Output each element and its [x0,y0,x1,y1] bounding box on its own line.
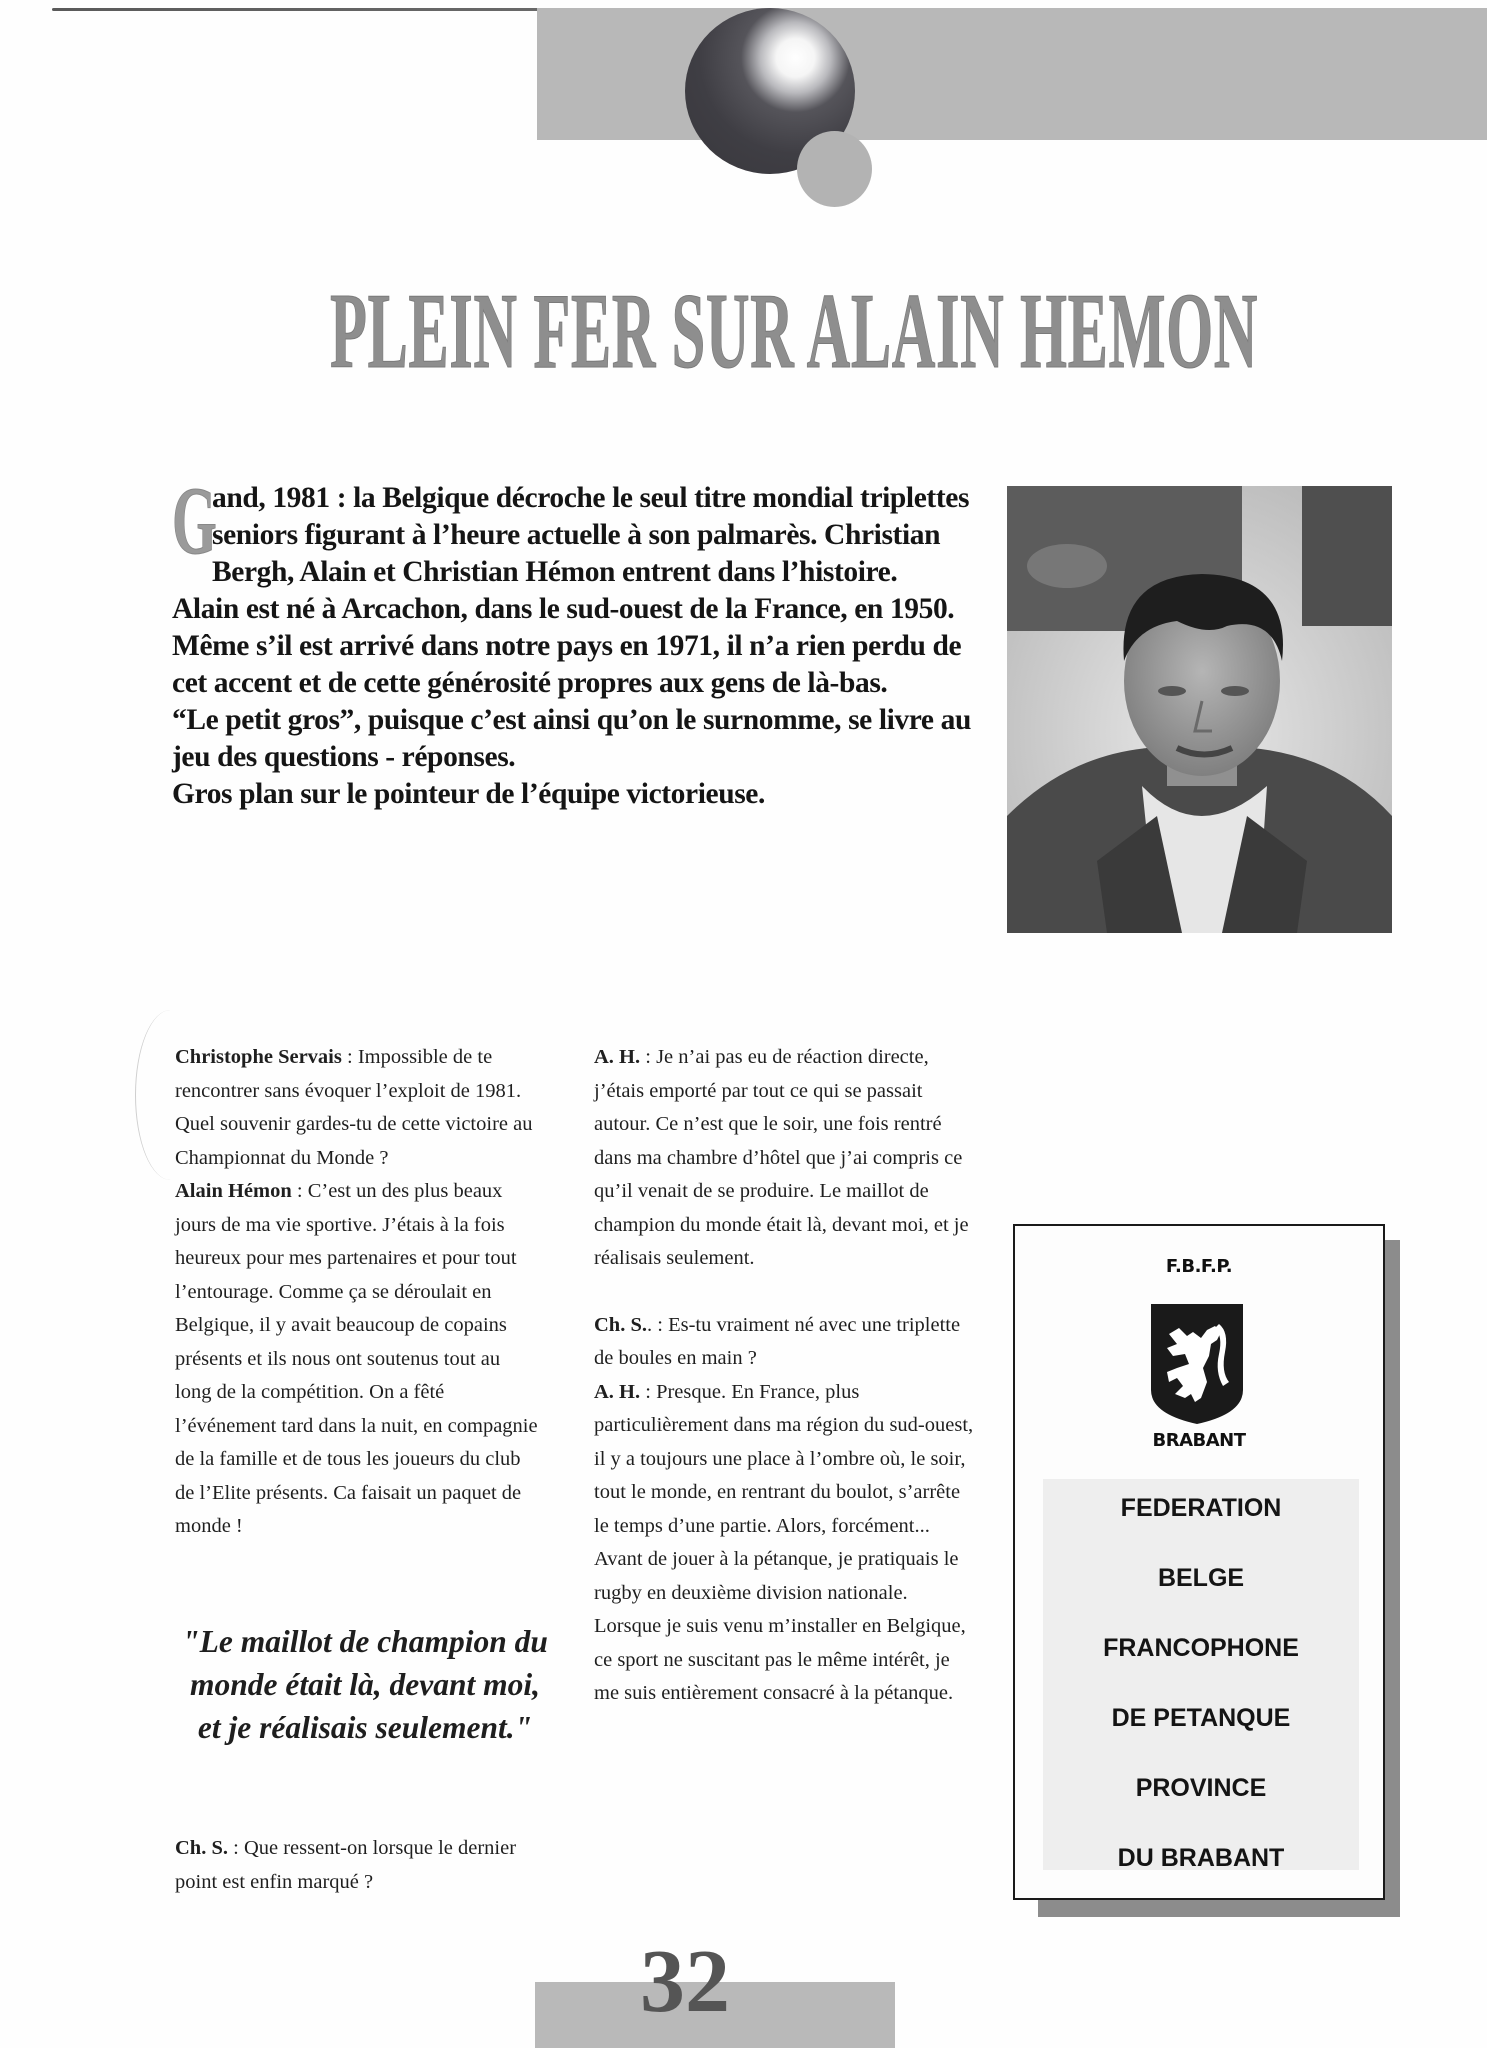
portrait-photo [1007,486,1392,933]
speaker-name: Alain Hémon [175,1180,292,1202]
speaker-name: Ch. S. [594,1313,647,1336]
speaker-separator: : [341,1046,358,1068]
article-title-text: PLEIN FER SUR ALAIN HEMON [330,272,1259,391]
interview-entry [175,1175,540,1544]
speaker-separator: : [291,1180,308,1202]
interview-text: Presque. En France, plus particulièrement dans ma région du sud-ouest, il y a toujours une place à l’ombre où, le soir, tout le monde, en rentrant du boulot, s’arrête le temps d’une partie. Alors, forcément... Avant de jouer à la pétanque, je pratiquais le rugby en deuxième division nationale. Lorsque je suis venu m’installer en Belgique, ce sport ne suscitant pas le même intérêt, je me suis entièrement consacré à la pétanque. [594,1380,974,1704]
interview-column-middle [594,1041,979,1711]
federation-name-panel [1043,1479,1359,1870]
jack-ball-icon [797,131,872,207]
interview-column-left [175,1041,540,1544]
federation-box [1013,1224,1385,1900]
speaker-separator: . : [646,1313,669,1336]
speaker-separator: : [640,1380,657,1403]
interview-text: Impossible de te rencontrer sans évoquer l’exploit de 1981. Quel souvenir gardes-tu de cette victoire au Championnat du Monde ? [175,1046,533,1169]
interview-entry [594,1376,979,1711]
drop-cap: G [172,467,217,574]
interview-text: C’est un des plus beaux jours de ma vie sportive. J’étais à la fois heureux pour mes partenaires et pour tout l’entourage. Comme ça se déroulait en Belgique, il y avait beaucoup de copains présents et ils nous ont soutenus tout au long de la compétition. On a fêté l’événement tard dans la nuit, en compagnie de la famille et de tous les joueurs du club de l’Elite présents. Ca faisait un paquet de monde ! [175,1180,538,1537]
interview-entry [175,1832,540,1899]
article-title [330,272,1259,392]
lead-paragraph: Alain est né à Arcachon, dans le sud-ouest de la France, en 1950. Même s’il est arrivé dans notre pays en 1971, il n’a rien perdu de cet accent et de cette générosité propres aux gens de là-bas. [172,593,962,699]
lion-shield-icon [1149,1302,1245,1426]
federation-acronym: F.B.F.P. [1165,1256,1233,1277]
interview-text: Que ressent-on lorsque le dernier point est enfin marqué ? [175,1837,517,1893]
federation-name-line: DE PETANQUE [1111,1704,1291,1732]
page-number: 32 [640,1932,730,2031]
pull-quote: "Le maillot de champion du monde était là, devant moi, et je réalisais seulement." [182,1624,548,1745]
paragraph-gap [594,1276,979,1309]
federation-name-line: BELGE [1157,1564,1245,1592]
speaker-name: Ch. S. [175,1837,228,1859]
speaker-separator: : [640,1046,657,1068]
speaker-separator: : [227,1837,244,1859]
article-lead [172,467,1002,813]
interview-entry [175,1041,540,1175]
header-gray-band [537,8,1487,140]
federation-name-line: DU BRABANT [1117,1844,1285,1872]
federation-region: BRABANT [1152,1430,1246,1451]
federation-name-line: PROVINCE [1135,1774,1267,1802]
lead-paragraph: and, 1981 : la Belgique décroche le seul titre mondial triplettes seniors figurant à l’heure actuelle à son palmarès. Christian Bergh, Alain et Christian Hémon entrent dans l’histoire. [212,482,970,588]
interview-text: Je n’ai pas eu de réaction directe, j’étais emporté par tout ce qui se passait autour. Ce n’est que le soir, une fois rentré dans ma chambre d’hôtel que j’ai compris ce qu’il venait de se produire. Le maillot de champion du monde était là, devant moi, et je réalisais seulement. [594,1046,969,1269]
interview-entry [594,1309,979,1376]
speaker-name: Christophe Servais [175,1046,342,1068]
interview-entry [594,1041,979,1276]
interview-column-left-bottom [175,1832,540,1899]
speaker-name: A. H. [594,1380,641,1403]
interview-text: Es-tu vraiment né avec une triplette de boules en main ? [594,1313,961,1369]
portrait-image [1007,486,1392,933]
lead-paragraph: Gros plan sur le pointeur de l’équipe victorieuse. [172,778,765,810]
lead-paragraph: “Le petit gros”, puisque c’est ainsi qu’on le surnomme, se livre au jeu des questions - réponses. [172,704,971,773]
federation-name-line: FEDERATION [1120,1494,1282,1522]
speaker-name: A. H. [594,1046,641,1068]
federation-name-line: FRANCOPHONE [1103,1634,1299,1662]
